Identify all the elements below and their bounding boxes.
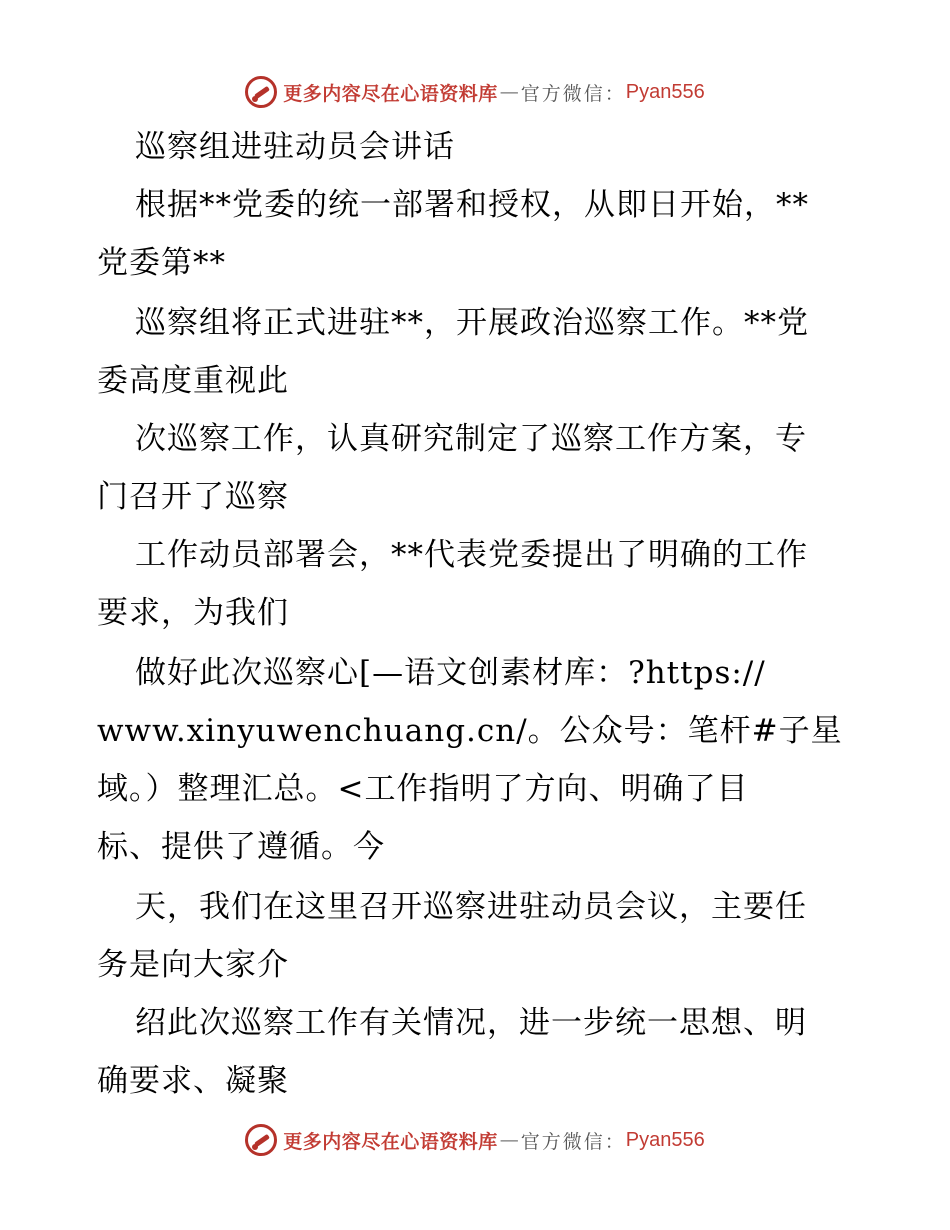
text-line: 务是向大家介 — [97, 947, 289, 983]
text-line: 确要求、凝聚 — [97, 1063, 289, 1099]
footer-watermark — [0, 1120, 950, 1160]
text-line: 委高度重视此 — [97, 363, 289, 399]
text-line: 绍此次巡察工作有关情况，进一步统一思想、明 — [135, 1005, 807, 1041]
watermark-separator: — — [499, 81, 519, 103]
watermark-brand: 更多内容尽在心语资料库 — [283, 82, 498, 105]
document-title: 巡察组进驻动员会讲话 — [135, 129, 455, 165]
header-watermark — [0, 72, 950, 112]
watermark-official: 官方微信： — [520, 1130, 626, 1153]
text-line: 标、提供了遵循。今 — [97, 829, 385, 865]
watermark-brand: 更多内容尽在心语资料库 — [283, 1130, 498, 1153]
pen-logo-icon — [245, 1124, 277, 1156]
text-line: 门召开了巡察 — [97, 479, 289, 515]
watermark-wechat-id: Pyan556 — [625, 1128, 705, 1151]
text-line: 要求，为我们 — [97, 595, 289, 631]
text-line: 次巡察工作，认真研究制定了巡察工作方案，专 — [135, 421, 807, 457]
watermark-separator: — — [499, 1129, 519, 1151]
text-line: www.xinyuwenchuang.cn/。公众号：笔杆#子星 — [97, 713, 843, 749]
watermark-wechat-id: Pyan556 — [625, 80, 705, 103]
text-line: 根据**党委的统一部署和授权，从即日开始，** — [135, 187, 809, 223]
text-line: 巡察组将正式进驻**，开展政治巡察工作。**党 — [135, 305, 809, 341]
watermark-official: 官方微信： — [520, 82, 626, 105]
pen-logo-icon — [245, 76, 277, 108]
text-line: 天，我们在这里召开巡察进驻动员会议，主要任 — [135, 889, 807, 925]
text-line: 工作动员部署会，**代表党委提出了明确的工作 — [135, 537, 808, 573]
text-line: 域。）整理汇总。<工作指明了方向、明确了目 — [97, 771, 749, 807]
text-line: 做好此次巡察心[—语文创素材库：?https:// — [135, 655, 766, 691]
text-line: 党委第** — [97, 245, 226, 281]
